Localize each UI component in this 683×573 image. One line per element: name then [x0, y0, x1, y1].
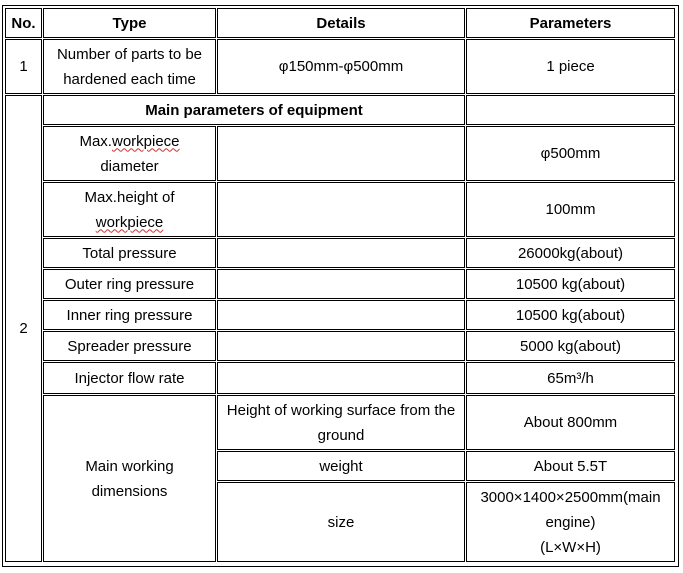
max-diameter-parameters-text: φ500mm — [540, 145, 601, 162]
max-diameter-type-text: Max.workpiece diameter — [79, 132, 180, 175]
dimensions-type — [43, 395, 216, 562]
spreader-type — [43, 331, 216, 361]
section-title-parameters — [466, 95, 675, 125]
inner-ring-type — [43, 300, 216, 330]
total-pressure-parameters — [466, 238, 675, 268]
header-parameters — [466, 8, 675, 38]
injector-type-text: Injector flow rate — [74, 369, 185, 387]
inner-ring-parameters-text: 10500 kg(about) — [515, 306, 626, 324]
parameters-table — [2, 5, 679, 567]
total-pressure-details — [217, 238, 465, 268]
dimensions-height-parameters — [466, 395, 675, 450]
spreader-parameters — [466, 331, 675, 361]
max-height-parameters-text: 100mm — [545, 201, 596, 218]
section-title-text: Main parameters of equipment — [145, 101, 363, 119]
row1-no-text: 1 — [19, 58, 28, 75]
header-details-text: Details — [316, 14, 366, 32]
spreader-type-text: Spreader pressure — [67, 337, 192, 355]
header-no — [5, 8, 42, 38]
dimensions-weight-parameters — [466, 451, 675, 481]
injector-details — [217, 362, 465, 394]
row2-no-text: 2 — [19, 320, 28, 337]
max-diameter-type — [43, 126, 216, 181]
injector-parameters — [466, 362, 675, 394]
spreader-parameters-text: 5000 kg(about) — [520, 337, 621, 355]
max-diameter-details — [217, 126, 465, 181]
header-type-text: Type — [112, 14, 147, 32]
inner-ring-details — [217, 300, 465, 330]
header-no-text: No. — [11, 14, 36, 32]
row1-details — [217, 39, 465, 94]
dimensions-size-details — [217, 482, 465, 562]
total-pressure-type — [43, 238, 216, 268]
dimensions-height-details-text: Height of working surface from the ground — [226, 401, 456, 444]
spreader-details — [217, 331, 465, 361]
max-height-type-text: Max.height of workpiece — [84, 188, 175, 231]
total-pressure-parameters-text: 26000kg(about) — [517, 244, 624, 262]
dimensions-type-text: Main working dimensions — [85, 457, 174, 500]
max-diameter-parameters — [466, 126, 675, 181]
max-height-details — [217, 182, 465, 237]
header-parameters-text: Parameters — [529, 14, 612, 32]
outer-ring-parameters-text: 10500 kg(about) — [515, 275, 626, 293]
total-pressure-type-text: Total pressure — [82, 244, 177, 262]
outer-ring-type-text: Outer ring pressure — [64, 275, 195, 293]
outer-ring-details — [217, 269, 465, 299]
dimensions-height-parameters-text: About 800mm — [523, 414, 618, 431]
header-type — [43, 8, 216, 38]
dimensions-weight-details-text: weight — [319, 457, 363, 475]
outer-ring-parameters — [466, 269, 675, 299]
max-height-type — [43, 182, 216, 237]
row2-no — [5, 95, 42, 562]
dimensions-weight-details — [217, 451, 465, 481]
injector-parameters-text: 65m³/h — [547, 369, 594, 387]
dimensions-size-details-text: size — [327, 513, 355, 531]
dimensions-weight-parameters-text: About 5.5T — [533, 457, 608, 475]
row1-no — [5, 39, 42, 94]
max-height-parameters — [466, 182, 675, 237]
header-details — [217, 8, 465, 38]
outer-ring-type — [43, 269, 216, 299]
row1-type — [43, 39, 216, 94]
row1-parameters — [466, 39, 675, 94]
row1-type-text: Number of parts to be hardened each time — [56, 45, 203, 88]
dimensions-height-details — [217, 395, 465, 450]
row1-parameters-text: 1 piece — [546, 58, 595, 75]
inner-ring-parameters — [466, 300, 675, 330]
injector-type — [43, 362, 216, 394]
inner-ring-type-text: Inner ring pressure — [66, 306, 193, 324]
row1-details-text: φ150mm-φ500mm — [278, 58, 404, 75]
dimensions-size-parameters — [466, 482, 675, 562]
section-title — [43, 95, 465, 125]
dimensions-size-parameters-text: 3000×1400×2500mm(main engine) (L×W×H) — [480, 488, 661, 556]
